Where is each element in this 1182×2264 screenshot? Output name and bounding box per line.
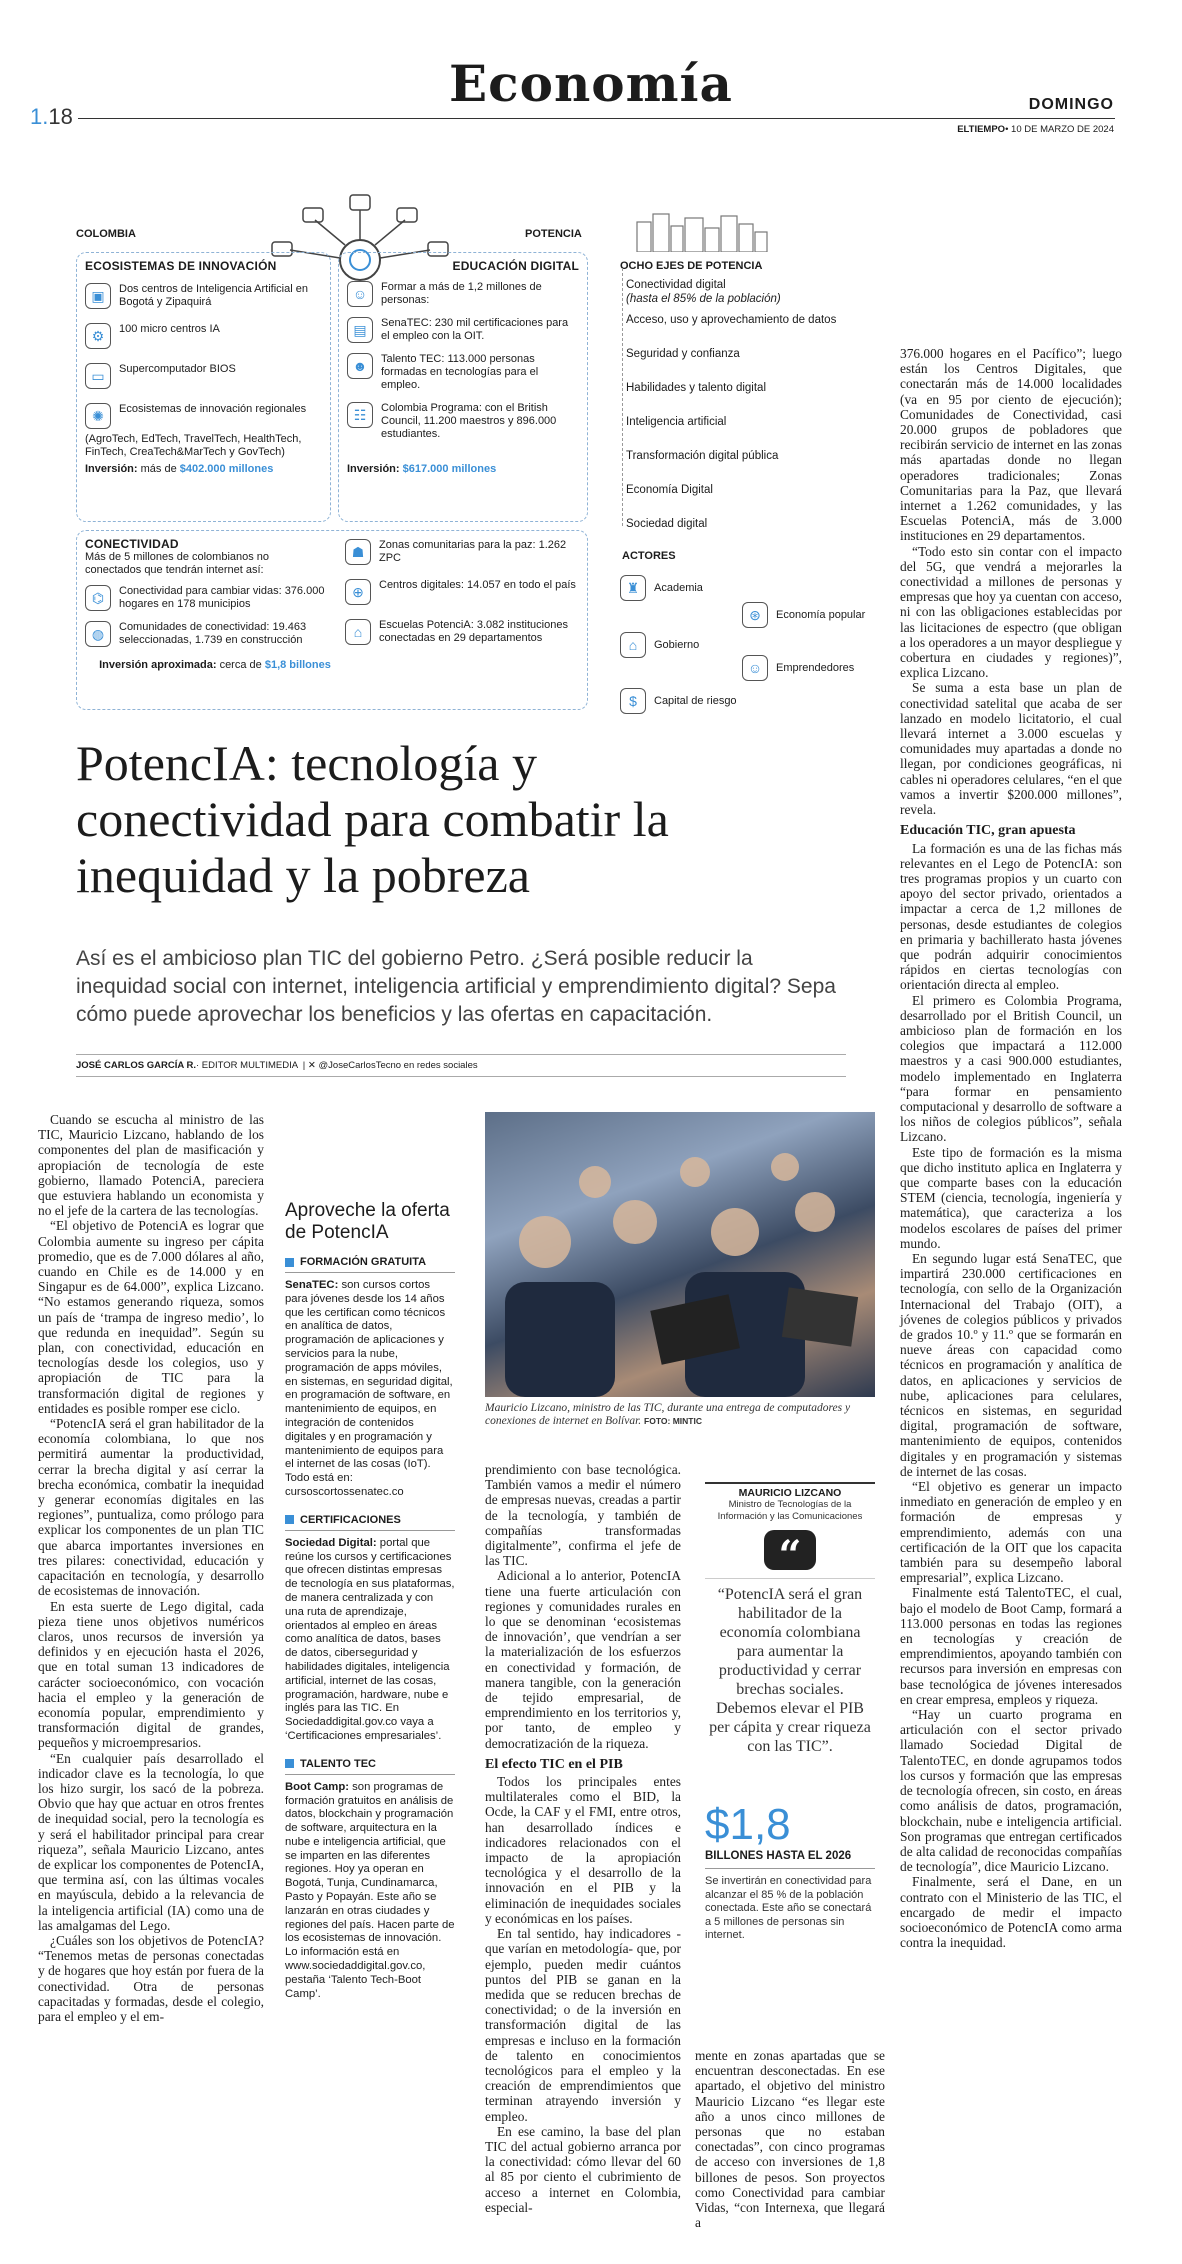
- edu-item-text: Formar a más de 1,2 millones de personas:: [381, 281, 542, 306]
- con-item: [345, 619, 580, 645]
- axis-note: (hasta el 85% de la población): [626, 293, 781, 305]
- axes-title-text: OCHO EJES DE POTENCIA: [620, 260, 763, 272]
- globe-icon: ◍: [85, 621, 111, 647]
- con-item-text: Conectividad para cambiar vidas: 376.000 hogares en 178 municipios: [119, 585, 325, 610]
- paragraph: En tal sentido, hay indicadores -que varían en metodología- que, por ejemplo, pueden medir cuántos puntos del PIB se ganan en la medida que se reducen brechas de conectividad; o de la inversión en transformación digital de las empresas e incluso en la formación de talento en conocimientos tecnológicos para el empleo y la creación de emprendimientos que terminan atrayendo inversión y empleo.: [485, 1926, 681, 2124]
- paragraph: “Todo esto sin contar con el impacto del 5G, que vendrá a mejorarles la conectividad a millones de personas y empresas que hoy ya cuentan con acceso, ni con las obligaciones establecidas por las licitaciones de espectro (que obligan a los operadores a un mayor despliegue y cobertura en ciudades y regiones)”, explica Lizcano.: [900, 543, 1122, 681]
- byline: JOSÉ CARLOS GARCÍA R.· EDITOR MULTIMEDIA | ✕ @JoseCarlosTecno en redes sociales: [76, 1060, 478, 1071]
- quote-mark-icon: “: [764, 1530, 816, 1570]
- education-box: [338, 252, 588, 522]
- stat-value: $1,8: [705, 1800, 791, 1849]
- community-icon: ☗: [345, 539, 371, 565]
- paragraph: Cuando se escucha al ministro de las TIC, Mauricio Lizcano, hablando de los componentes del plan de masificación y apropiación de tecnología de este gobierno, llamado PotenciA, pareciera que estuviera hablando un economista y no el jefe de la cartera de las tecnologías.: [38, 1112, 264, 1219]
- byline-role: · EDITOR MULTIMEDIA: [196, 1060, 298, 1071]
- sidebar-entry-title: Sociedad Digital:: [285, 1536, 377, 1549]
- axes-line: [622, 268, 623, 526]
- con-investment: [85, 659, 345, 671]
- header-rule: [78, 118, 1115, 119]
- con-item: [85, 585, 325, 611]
- section-title: Economía: [449, 54, 733, 113]
- crowd-illustration: [485, 1112, 875, 1397]
- sidebar-entry: [285, 1781, 455, 2002]
- sidebar-category: [285, 1758, 455, 1775]
- paragraph: “Hay un cuarto programa en articulación con el sector privado llamado Sociedad Digital de TalentoTEC, en donde agrupamos todos los cursos y formación que las empresas de tecnología ofrecen, sin costo, en áreas como análisis de datos, programación, blockchain, nube e inteligencia artificial. Son programas que entregan certificados de alta calidad de reconocidas compañías de tecnología”, dice Mauricio Lizcano.: [900, 1707, 1122, 1875]
- eco-inv-label: Inversión:: [85, 463, 138, 475]
- actor: [620, 688, 737, 714]
- school-icon: ⌂: [345, 619, 371, 645]
- con-inv-label: Inversión aproximada:: [99, 659, 217, 671]
- connectivity-box: [76, 530, 588, 710]
- sidebar-entry-text: portal que reúne los cursos y certificaciones que ofrecen distintas empresas de tecnología en sus plataformas, de manera centralizada y con una ruta de aprendizaje, orientados al empleo en áreas como analítica de datos, bases de datos, ciberseguridad y habilidades digitales, inteligencia artificial, internet de las cosas, programación, hardware, nube e inglés para las TIC. En Sociedaddigital.gov.co vaya a ‘Certificaciones empresariales’.: [285, 1536, 455, 1742]
- actor: [620, 632, 699, 658]
- sidebar-category-label: FORMACIÓN GRATUITA: [300, 1256, 427, 1268]
- con-item: [345, 539, 580, 565]
- paragraph: mente en zonas apartadas que se encuentran desconectadas. En ese apartado, el objetivo del ministro Mauricio Lizcano “es llegar este año a unos cinco millones de personas que no estaban conectadas”, con cinco programas de acceso con inversiones de 1,8 billones de pesos. Son proyectos como Conectividad para cambiar Vidas, “con Internexa, que llegará a: [695, 2048, 885, 2231]
- paragraph: prendimiento con base tecnológica. También vamos a medir el número de empresas nuevas, creadas a partir de la tecnología, y también de compañías transformadas digitalmente”, confirma el jefe de las TIC.: [485, 1462, 681, 1569]
- con-item-text: Centros digitales: 14.057 en todo el país: [379, 579, 576, 591]
- con-item: [85, 621, 325, 647]
- potencia-label: POTENCIA: [525, 228, 582, 240]
- world-icon: ⊕: [345, 579, 371, 605]
- axis-item: Sociedad digital: [626, 518, 708, 530]
- eco-item: [85, 363, 322, 389]
- people-icon: ☺: [347, 281, 373, 307]
- page-prefix: 1.: [30, 104, 49, 129]
- paragraph: Se suma a esta base un plan de conectividad satelital que acaba de ser lanzado en modelo licitatorio, el cual llevará internet a 3.000 escuelas y comunidades muy apartadas a donde no llegan, por condiciones geográficas, ni cables ni operadores celulares, “en el que vamos a invertir $200.000 millones”, revela.: [900, 680, 1122, 818]
- colombia-label: COLOMBIA: [76, 228, 136, 240]
- axis-item: Transformación digital pública: [626, 450, 779, 462]
- eco-sectors: (AgroTech, EdTech, TravelTech, HealthTech, FinTech, CreaTech&MarTech y GovTech): [85, 433, 302, 458]
- sidebar-category: [285, 1256, 455, 1273]
- photo-caption: [485, 1402, 875, 1428]
- paragraph: Finalmente está TalentoTEC, el cual, bajo el modelo de Boot Camp, formará a 113.000 personas en todas las regiones en tecnologías y creación de emprendimientos, apoyando también con recursos para inversión en empresas con base tecnológica de jóvenes interesados en crear empresa, empleos y riqueza.: [900, 1585, 1122, 1707]
- education-title: EDUCACIÓN DIGITAL: [452, 259, 579, 273]
- edu-inv-value: $617.000 millones: [402, 463, 497, 475]
- eco-item-text: 100 micro centros IA: [119, 323, 220, 335]
- paragraph: “En cualquier país desarrollado el indicador clave es la tecnología, lo que los hizo surgir, los sacó de la pobreza. Obvio que hay que actuar en otros frentes de inequidad social, pero la tecnología es y será el habilitador principal para crear riqueza”, señala Mauricio Lizcano, antes de explicar los componentes de PotencIA, que termina así, con las últimas vocales en mayúscula, debido a la relevancia de la inteligencia artificial (IA) como una de las amalgamas del Lego.: [38, 1750, 264, 1933]
- stat-box: [705, 1800, 875, 1943]
- axis-item: Habilidades y talento digital: [626, 382, 767, 394]
- paragraph: Este tipo de formación es la misma que dicho instituto aplica en Inglaterra y que comparte bases con la educación STEM (ciencia, tecnología, ingeniería y matemática), que caracteriza a los modelos escolares de países del primer mundo.: [900, 1144, 1122, 1251]
- con-inv-text: cerca de: [219, 659, 262, 671]
- city-icon: [635, 212, 770, 252]
- connectivity-title: CONECTIVIDAD: [85, 537, 179, 551]
- actor-label: Capital de riesgo: [654, 694, 737, 707]
- eco-item-text: Ecosistemas de innovación regionales: [119, 403, 307, 415]
- connectivity-intro: Más de 5 millones de colombianos no conectados que tendrán internet así:: [85, 551, 270, 576]
- money-bag-icon: $: [620, 688, 646, 714]
- caption-text: Mauricio Lizcano, ministro de las TIC, durante una entrega de computadores y conexiones de internet en Bolívar.: [485, 1402, 851, 1427]
- ecosystems-box: [76, 252, 331, 522]
- building-icon: ▣: [85, 283, 111, 309]
- government-icon: ⌂: [620, 632, 646, 658]
- edu-item: [347, 353, 579, 392]
- sidebar-category-label: CERTIFICACIONES: [300, 1513, 401, 1526]
- axis-item: [626, 278, 846, 306]
- paragraph: “PotencIA será el gran habilitador de la economía colombiana, lo que nos permitirá aumentar la productividad, cerrar la brecha digital y así cerrar la brecha económica, combatir la inequidad y generar economías digitales en las regiones”, puntualiza, como prólogo para explicar los componentes de un plan TIC que abarca importantes inversiones en tres pilares: conectividad, educación y capacitación en tecnología, y desarrollo de ecosistemas de innovación.: [38, 1416, 264, 1599]
- popular-economy-icon: ⊛: [742, 602, 768, 628]
- paragraph: “El objetivo es generar un impacto inmediato en generación de empleo y en formación de empresas y emprendimiento, además con una certificación de la OIT que los capacita también para su desempeño laboral empresarial”, explica Lizcano.: [900, 1479, 1122, 1586]
- edu-inv-label: Inversión:: [347, 463, 400, 475]
- axes-title: [620, 260, 762, 272]
- edu-item-text: Talento TEC: 113.000 personas formadas en tecnologías para el empleo.: [381, 353, 539, 391]
- column-4: [695, 2048, 885, 2230]
- edu-investment: [347, 463, 579, 475]
- paragraph: En esta suerte de Lego digital, cada pieza tiene unos objetivos numéricos claros, unos recursos de inversión ya definidos y en ejecución hasta el 2026, que en total suman 13 indicadores de carácter socioeconómico, con vocación hacia el empleo y la generación de economía popular, emprendimiento y transformación digital de grandes, pequeños y microempresarios.: [38, 1598, 264, 1751]
- quote-name: MAURICIO LIZCANO: [705, 1482, 875, 1499]
- actor-label: Academia: [654, 581, 703, 594]
- actor-label: Economía popular: [776, 608, 866, 621]
- actor-label: Gobierno: [654, 638, 700, 651]
- paragraph: Finalmente, será el Dane, en un contrato con el Ministerio de las TIC, el encargado de medir el impacto socioeconómico de PotencIA como arma contra la inequidad.: [900, 1874, 1122, 1951]
- con-item-text: Escuelas PotenciA: 3.082 instituciones conectadas en 29 departamentos: [379, 619, 568, 644]
- eco-item-text: Dos centros de Inteligencia Artificial en Bogotá y Zipaquirá: [119, 283, 308, 308]
- computer-icon: ▭: [85, 363, 111, 389]
- group-icon: ☷: [347, 402, 373, 428]
- paper-name: ELTIEMPO: [957, 124, 1006, 135]
- x-logo-icon: ✕: [307, 1060, 316, 1071]
- network-people-icon: ⌬: [85, 585, 111, 611]
- byline-social[interactable]: @JoseCarlosTecno en redes sociales: [318, 1060, 478, 1071]
- paragraph: Adicional a lo anterior, PotencIA tiene una fuerte articulación con regiones y comunidades rurales en lo que se denominan ‘ecosistemas de innovación’, que vendrían a ser la materialización de los esfuerzos en conectividad y formación, de manera tangible, con la generación de tejido empresarial, de emprendimiento en los territorios y, por tanto, de empleo y democratización de la riqueza.: [485, 1568, 681, 1751]
- sidebar-entry-title: SenaTEC:: [285, 1279, 339, 1291]
- stat-text: Se invertirán en conectividad para alcanzar el 85 % de la población conectada. Este año se conectará a 5 millones de personas sin internet.: [705, 1875, 872, 1941]
- actor-label: Emprendedores: [776, 661, 855, 674]
- page-number-value: 18: [48, 104, 73, 129]
- actor: [742, 602, 865, 628]
- eco-inv-value: $402.000 millones: [179, 463, 274, 475]
- headline: PotencIA: tecnología y conectividad para combatir la inequidad y la pobreza: [76, 735, 669, 903]
- byline-rule-bottom: [76, 1076, 846, 1077]
- edu-item-text: Colombia Programa: con el British Council, 11.200 maestros y 896.000 estudiantes.: [381, 402, 557, 440]
- column-5: [900, 346, 1122, 1950]
- sidebar: [285, 1200, 455, 2001]
- gear-icon: ✺: [85, 403, 111, 429]
- square-icon: [285, 1515, 294, 1524]
- square-icon: [285, 1759, 294, 1768]
- edu-item: [347, 317, 579, 343]
- sidebar-entry: [285, 1537, 455, 1744]
- con-item: [345, 579, 580, 605]
- con-item-text: Zonas comunitarias para la paz: 1.262 ZPC: [379, 539, 567, 564]
- certificate-icon: ▤: [347, 317, 373, 343]
- byline-rule: [76, 1054, 846, 1055]
- eco-item: [85, 403, 322, 429]
- sidebar-category: [285, 1514, 455, 1531]
- academia-icon: ♜: [620, 575, 646, 601]
- paragraph: La formación es una de las fichas más relevantes en el Lego de PotencIA: son tres programas propios y un cuarto con apoyo del sector privado, orientados a impactar a cerca de 1,2 millones de personas, desde estudiantes de colegios en primaria y bachillerato hasta jóvenes que podrán adquirir conocimientos rápidos en ciertas tecnologías con orientación directa al empleo.: [900, 840, 1122, 993]
- sidebar-entry-text: son cursos cortos para jóvenes desde los 14 años que les certifican como técnicos en analítica de datos, programación de aplicaciones y servicios para la nube, programación de apps móviles, en sistemas, en seguridad digital, en programación de software, en mantenimiento de equipos, en integración de contenidos digitales y en programación y mantenimiento de equipos para el internet de las cosas (IoT). Todo está en: cursoscortossenatec.co: [285, 1279, 453, 1498]
- axis-item: Acceso, uso y aprovechamiento de datos: [626, 314, 837, 326]
- sidebar-entry: [285, 1279, 455, 1500]
- eco-item-text: Supercomputador BIOS: [119, 363, 236, 375]
- con-inv-value: $1,8 billones: [264, 659, 331, 671]
- photo-credit: FOTO: MINTIC: [644, 1416, 702, 1426]
- edu-item-text: SenaTEC: 230 mil certificaciones para el empleo con la OIT.: [381, 317, 569, 342]
- dateline: [957, 124, 1114, 135]
- paragraph: En ese camino, la base del plan TIC del actual gobierno arranca por la conectividad: cómo llevar del 60 al 85 por ciento el cubrimiento de acceso a internet en Colombia, especial-: [485, 2123, 681, 2215]
- paragraph: “El objetivo de PotenciA es lograr que Colombia aumente su ingreso per cápita promedio, que es de 7.000 dólares al año, cuando en Chile es de 14.000 y en Singapur es de 64.000”, explica Lizcano. “No estamos generando riqueza, somos un país de ‘trampa de ingreso medio’, lo que redunda en inequidad”. Según su plan, con conectividad, educación en tecnologías desde los colegios, uso y apropiación de TIC para la transformación digital de regiones y entidades es posible romper ese ciclo.: [38, 1218, 264, 1416]
- eco-investment: [85, 463, 322, 475]
- sidebar-title: Aproveche la oferta de PotencIA: [285, 1200, 450, 1243]
- eco-inv-text: más de: [140, 463, 177, 475]
- article-photo: [485, 1112, 875, 1397]
- actor: [742, 655, 854, 681]
- axis-label: Conectividad digital: [626, 279, 726, 291]
- sidebar-category-label: TALENTO TEC: [300, 1757, 376, 1770]
- axis-item: Seguridad y confianza: [626, 348, 740, 360]
- eco-item: [85, 283, 322, 309]
- byline-name: JOSÉ CARLOS GARCÍA R.: [76, 1060, 196, 1071]
- column-1: [38, 1112, 264, 2024]
- pull-quote: [705, 1482, 875, 1756]
- quote-role: Ministro de Tecnologías de la Información y las Comunicaciones: [717, 1499, 863, 1522]
- paragraph: Todos los principales entes multilaterales como el BID, la Ocde, la CAF y el FMI, entre otros, han desarrollado índices e indicadores relacionados con el impacto de la apropiación tecnológica y el desarrollo de la innovación en el PIB y la eliminación de inequidades sociales y económicas en los países.: [485, 1774, 681, 1926]
- column-3: [485, 1462, 681, 2215]
- ecosystems-title: ECOSISTEMAS DE INNOVACIÓN: [85, 259, 277, 273]
- paragraph: En segundo lugar está SenaTEC, que impartirá 230.000 certificaciones en tecnología, con sello de la Organización Internacional del Trabajo (OIT), a jóvenes de colegios públicos y privados de grados 10.º y 11.º que se formarán en nueve áreas con capacidad como técnicos en programación y analítica de datos, en aplicaciones y servicios de nube, aplicaciones para celulares, técnicos en sistemas, en seguridad digital, programación de software, mantenimiento de equipos, contenidos digitales y en programación y sistemas de internet de las cosas.: [900, 1250, 1122, 1479]
- eco-item: [85, 323, 322, 349]
- edu-item: [347, 281, 579, 307]
- stat-label: BILLONES HASTA EL 2026: [705, 1850, 875, 1869]
- edu-item: [347, 402, 579, 441]
- actors-title: ACTORES: [622, 550, 676, 562]
- day-label: DOMINGO: [1028, 96, 1114, 113]
- square-icon: [285, 1258, 294, 1267]
- date: • 10 DE MARZO DE 2024: [1005, 124, 1114, 135]
- robot-icon: ⚙: [85, 323, 111, 349]
- actor: [620, 575, 703, 601]
- quote-text: “PotencIA será el gran habilitador de la economía colombiana para aumentar la productividad y cerrar brechas sociales. Debemos elevar el PIB per cápita y crear riqueza con las TIC”.: [705, 1578, 875, 1756]
- paragraph: ¿Cuáles son los objetivos de PotencIA? “Tenemos metas de personas conectadas y de hogares que hoy están por fuera de la conectividad. Otra de personas capacitadas y formadas, desde el colegio, para el empleo y el em-: [38, 1932, 264, 2024]
- entrepreneurs-icon: ☺: [742, 655, 768, 681]
- paragraph: 376.000 hogares en el Pacífico”; luego están los Centros Digitales, que conectarán más de 14.000 localidades (va en 95 por ciento de ejecución); Comunidades de Conectividad, casi 20.000 grupos de pobladores que recibirán servicio de internet en las zonas más apartadas donde no llegan operadores tradicionales; Zonas Comunitarias para la Paz, que llevará internet a 1.262 comunidades, y las Escuelas PotenciA, más de 3.000 instituciones en 29 departamentos.: [900, 346, 1122, 544]
- axis-item: Inteligencia artificial: [626, 416, 727, 428]
- subheading: Educación TIC, gran apuesta: [900, 823, 1076, 839]
- dek: Así es el ambicioso plan TIC del gobierno Petro. ¿Será posible reducir la inequidad social con internet, inteligencia artificial y emprendimiento digital? Sepa cómo puede aprovechar los beneficios y las ofertas en capacitación.: [76, 947, 836, 1026]
- con-item-text: Comunidades de conectividad: 19.463 seleccionadas, 1.739 en construcción: [119, 621, 307, 646]
- person-icon: ☻: [347, 353, 373, 379]
- sidebar-entry-title: Boot Camp:: [285, 1780, 350, 1793]
- paragraph: El primero es Colombia Programa, desarrollado por el British Council, un ambicioso plan de formación en los colegios que impactará a 112.000 maestros y a casi 900.000 estudiantes, modelo implementado en Inglaterra “para formar en pensamiento computacional y desarrollo de software a los niños de colegios públicos”, señala Lizcano.: [900, 992, 1122, 1145]
- subheading: El efecto TIC en el PIB: [485, 1756, 623, 1772]
- axis-item: Economía Digital: [626, 484, 713, 496]
- sidebar-entry-text: son programas de formación gratuitos en análisis de datos, blockchain y programación de software, arquitectura en la nube e inteligencia artificial, que se imparten en las diferentes regiones. Hoy ya operan en Bogotá, Tunja, Cundinamarca, Pasto y Popayán. Este año se lanzarán en otras ciudades y regiones del país. Hacen parte de los ecosistemas de innovación. Lo información está en www.sociedaddigital.gov.co, pestaña ‘Talento Tech-Boot Camp’.: [285, 1780, 455, 2000]
